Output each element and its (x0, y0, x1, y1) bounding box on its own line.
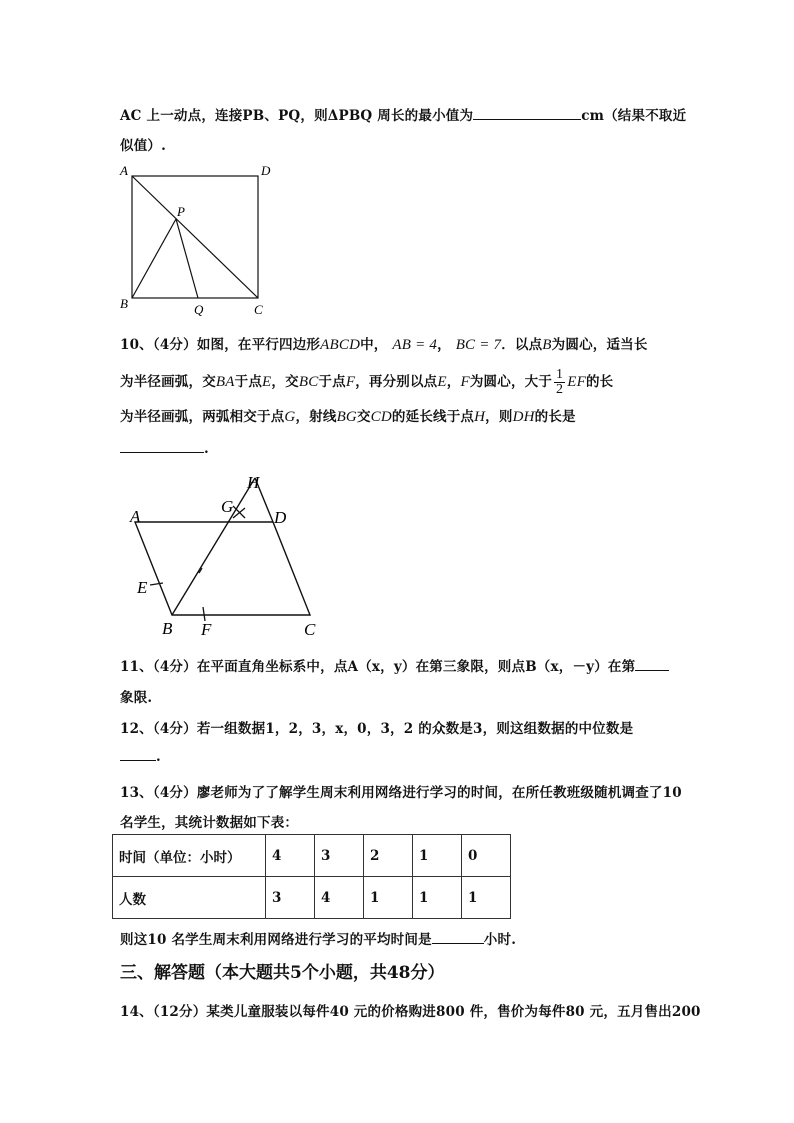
table-cell: 1 (364, 877, 413, 919)
q10-f: F (345, 374, 356, 390)
table-cell: 1 (462, 877, 511, 919)
q12-text: 12、（4分）若一组数据1，2，3，x，0，3，2 的众数是3，则这组数据的中位数是 (120, 721, 634, 737)
q10-text: ， (446, 374, 461, 390)
table-cell: 2 (364, 835, 413, 877)
table-row-label: 人数 (113, 877, 266, 919)
q10-text: ．以点 (501, 337, 543, 353)
q10-text: 的延长线于点 (391, 409, 475, 425)
label-h: H (247, 473, 260, 492)
q9-line-1 (120, 104, 686, 124)
q10-text: . (204, 441, 209, 457)
q14-text: 14、（12分）某类儿童服装以每件40 元的价格购进800 件，售价为每件80 元，五月售出200 (120, 1004, 701, 1020)
q10-dh: DH (512, 409, 535, 425)
label-d: D (274, 508, 287, 527)
q10-g: G (284, 409, 296, 425)
q10-b: B (542, 337, 552, 353)
q10-f2: F (460, 374, 470, 390)
q10-text: 交 (356, 409, 371, 425)
q10-e: E (262, 374, 272, 390)
table-cell: 4 (266, 835, 315, 877)
q9-text-2: 似值）. (120, 138, 166, 154)
q13-text-2: 名学生，其统计数据如下表： (120, 815, 299, 831)
table-row-counts (113, 877, 511, 919)
section-heading: 三、解答题（本大题共5个小题，共48分） (120, 963, 445, 983)
q9-text: AC 上一动点，连接PB、PQ，则ΔPBQ 周长的最小值为 (120, 108, 474, 124)
q13-answer-blank[interactable] (432, 931, 484, 944)
table-header-cell: 时间（单位：小时） (113, 835, 266, 877)
q10-text: 于点 (234, 374, 263, 390)
q10-line-3 (120, 405, 576, 426)
q12-answer-blank[interactable] (120, 748, 156, 761)
q11-answer-blank[interactable] (635, 658, 669, 671)
label-f: F (201, 620, 212, 639)
label-a: A (120, 163, 128, 178)
table-cell: 1 (413, 835, 462, 877)
q12-text-end: . (156, 749, 161, 765)
fraction-denominator: 2 (556, 382, 564, 397)
arc-mark-e (150, 583, 163, 585)
segment-pq (176, 219, 198, 298)
q13-line-2 (120, 811, 298, 831)
table-cell: 3 (266, 877, 315, 919)
diagonal-ac (132, 176, 258, 298)
q9-text-end: cm（结果不取近 (581, 108, 687, 124)
q10-bc2: BC (298, 374, 319, 390)
q10-text: 中， (360, 337, 388, 353)
q10-text: 为半径画弧，两弧相交于点 (120, 409, 285, 425)
q10-text: ， (437, 337, 451, 353)
table-cell: 4 (315, 877, 364, 919)
table-cell: 1 (413, 877, 462, 919)
q10-text: ，射线 (295, 409, 337, 425)
ray-bh (172, 478, 255, 615)
label-d: D (261, 163, 271, 178)
q12-line-1 (120, 717, 633, 737)
q10-text: 于点 (318, 374, 346, 390)
q11-line-2 (120, 686, 152, 706)
label-c: C (304, 620, 316, 639)
q10-text: 为圆心，大于 (469, 374, 553, 390)
q10-bc: BC = 7 (455, 337, 502, 353)
q9-line-2 (120, 134, 166, 154)
q11-line-1 (120, 655, 669, 675)
q10-line-4 (120, 440, 209, 457)
q10-text: 为圆心，适当长 (551, 337, 648, 353)
label-p: P (177, 204, 185, 219)
label-c: C (254, 302, 263, 317)
q9-answer-blank[interactable] (473, 107, 581, 120)
q10-line-2 (120, 368, 613, 397)
q10-text: 10、（4分）如图，在平行四边形 (120, 337, 321, 353)
stats-table (112, 834, 511, 919)
parallelogram-abcd (135, 522, 310, 615)
q10-abcd: ABCD (320, 337, 361, 353)
q10-text: ，再分别以点 (355, 374, 438, 390)
fraction-numerator: 1 (556, 367, 564, 382)
q11-text-2: 象限. (120, 690, 153, 706)
q10-text: 的长 (585, 374, 614, 390)
fraction-one-half (554, 368, 565, 397)
q13-text: 13、（4分）廖老师为了了解学生周末利用网络进行学习的时间，在所任教班级随机调查了10 (120, 785, 682, 801)
q10-line-1 (120, 333, 648, 354)
q10-bg: BG (336, 409, 357, 425)
figure-square (118, 160, 278, 320)
table-cell: 0 (462, 835, 511, 877)
q13-after-text-end: 小时. (483, 932, 517, 948)
label-a: A (130, 507, 141, 526)
label-e: E (137, 578, 148, 597)
q10-text: 为半径画弧，交 (120, 374, 216, 390)
figure-parallelogram (125, 468, 330, 643)
label-q: Q (194, 302, 204, 317)
q10-text: ，交 (271, 374, 299, 390)
q10-text: ，则 (485, 409, 513, 425)
table-cell: 3 (315, 835, 364, 877)
q10-ba: BA (215, 374, 235, 390)
label-b: B (162, 619, 173, 638)
q10-h: H (474, 409, 486, 425)
q12-line-2 (120, 748, 161, 765)
q13-line-1 (120, 781, 682, 801)
q14-line-1 (120, 1000, 701, 1020)
q10-cd: CD (370, 409, 392, 425)
q13-after-text: 则这10 名学生周末利用网络进行学习的平均时间是 (120, 932, 432, 948)
q10-ef: EF (567, 374, 586, 390)
label-b: B (120, 296, 128, 311)
q13-after-table (120, 928, 516, 948)
segment-pb (132, 219, 176, 298)
label-g: G (221, 497, 234, 516)
q10-e2: E (437, 374, 447, 390)
q10-text: 的长是 (534, 409, 576, 425)
table-row-hours (113, 835, 511, 877)
q10-answer-blank[interactable] (120, 440, 204, 453)
arc-mark-f (203, 607, 205, 621)
q10-ab: AB = 4 (392, 337, 438, 353)
q11-text: 11、（4分）在平面直角坐标系中，点A（x，y）在第三象限，则点B（x，－y）在第 (120, 659, 636, 675)
